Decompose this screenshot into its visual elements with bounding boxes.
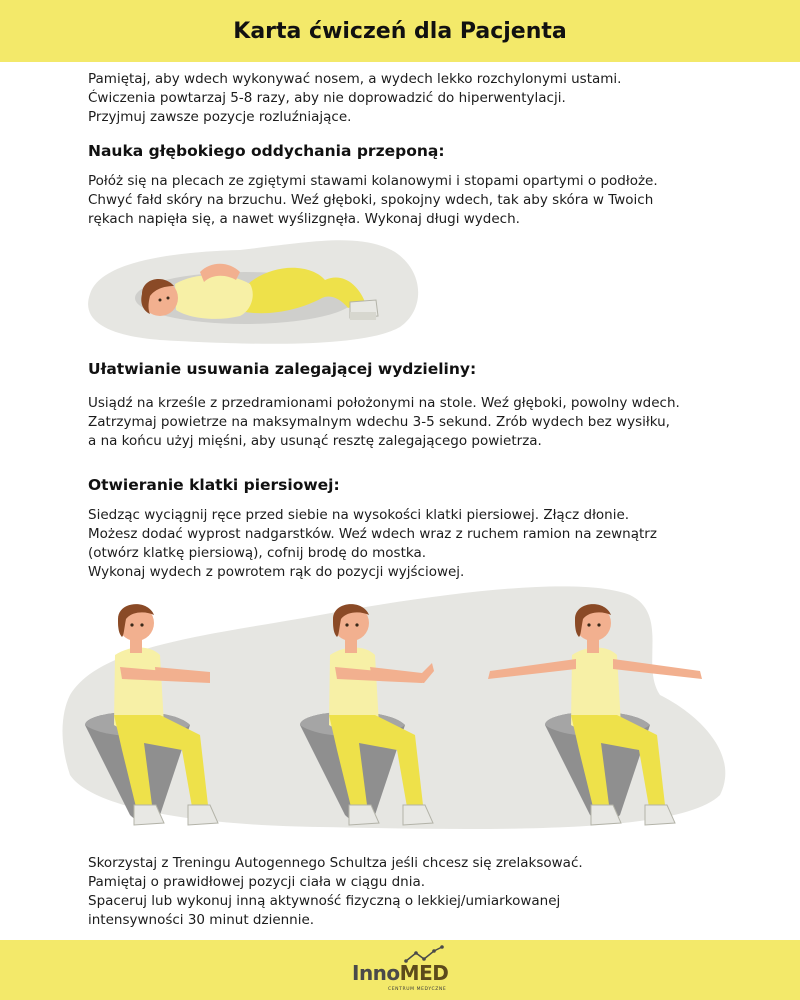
section-line: Chwyć fałd skóry na brzuchu. Weź głęboki, spokojny wdech, tak aby skóra w Twoich: [88, 192, 654, 208]
section-line: Połóż się na plecach ze zgiętymi stawami kolanowymi i stopami opartymi o podłoże.: [88, 173, 658, 189]
section-line: Zatrzymaj powietrze na maksymalnym wdechu 3-5 sekund. Zrób wydech bez wysiłku,: [88, 414, 670, 430]
closing-line: Skorzystaj z Treningu Autogennego Schultza jeśli chcesz się zrelaksować.: [88, 855, 583, 871]
section-heading-secretion: Ułatwianie usuwania zalegającej wydzieliny:: [88, 360, 477, 378]
logo-name: [352, 961, 448, 985]
intro-line: Pamiętaj, aby wdech wykonywać nosem, a wydech lekko rozchylonymi ustami.: [88, 71, 622, 87]
section-text-chest: [88, 506, 728, 582]
section-line: Siedząc wyciągnij ręce przed siebie na wysokości klatki piersiowej. Złącz dłonie.: [88, 507, 630, 523]
logo-subtitle: CENTRUM MEDYCZNE: [388, 987, 447, 992]
section-line: rękach napięła się, a nawet wyślizgnęła. Wykonaj długi wydech.: [88, 211, 520, 227]
intro-line: Przyjmuj zawsze pozycje rozluźniające.: [88, 109, 352, 125]
section-line: Wykonaj wydech z powrotem rąk do pozycji wyjściowej.: [88, 564, 465, 580]
section-line: Usiądź na krześle z przedramionami położonymi na stole. Weź głęboki, powolny wdech.: [88, 395, 680, 411]
page-title: Karta ćwiczeń dla Pacjenta: [233, 18, 567, 44]
section-text-breathing: [88, 172, 728, 229]
section-heading-chest: Otwieranie klatki piersiowej:: [88, 476, 340, 494]
section-line: (otwórz klatkę piersiową), cofnij brodę do mostka.: [88, 545, 427, 561]
logo-name-part2: MED: [399, 961, 449, 985]
seated-exercise-illustration: [60, 575, 750, 855]
section-line: Możesz dodać wyprost nadgarstków. Weź wdech wraz z ruchem ramion na zewnątrz: [88, 526, 657, 542]
lying-exercise-illustration: [80, 232, 430, 352]
closing-line: Spaceruj lub wykonuj inną aktywność fizyczną o lekkiej/umiarkowanej: [88, 893, 561, 909]
closing-line: Pamiętaj o prawidłowej pozycji ciała w ciągu dnia.: [88, 874, 426, 890]
intro-line: Ćwiczenia powtarzaj 5-8 razy, aby nie doprowadzić do hiperwentylacji.: [88, 90, 566, 106]
section-line: a na końcu użyj mięśni, aby usunąć resztę zalegającego powietrza.: [88, 433, 542, 449]
header-bar: [0, 0, 800, 62]
innomed-logo: [352, 945, 462, 997]
section-text-secretion: [88, 394, 728, 451]
closing-text: [88, 854, 728, 930]
intro-text: [88, 70, 728, 127]
logo-name-part1: Inno: [352, 961, 400, 985]
section-heading-breathing: Nauka głębokiego oddychania przeponą:: [88, 142, 445, 160]
closing-line: intensywności 30 minut dziennie.: [88, 912, 315, 928]
